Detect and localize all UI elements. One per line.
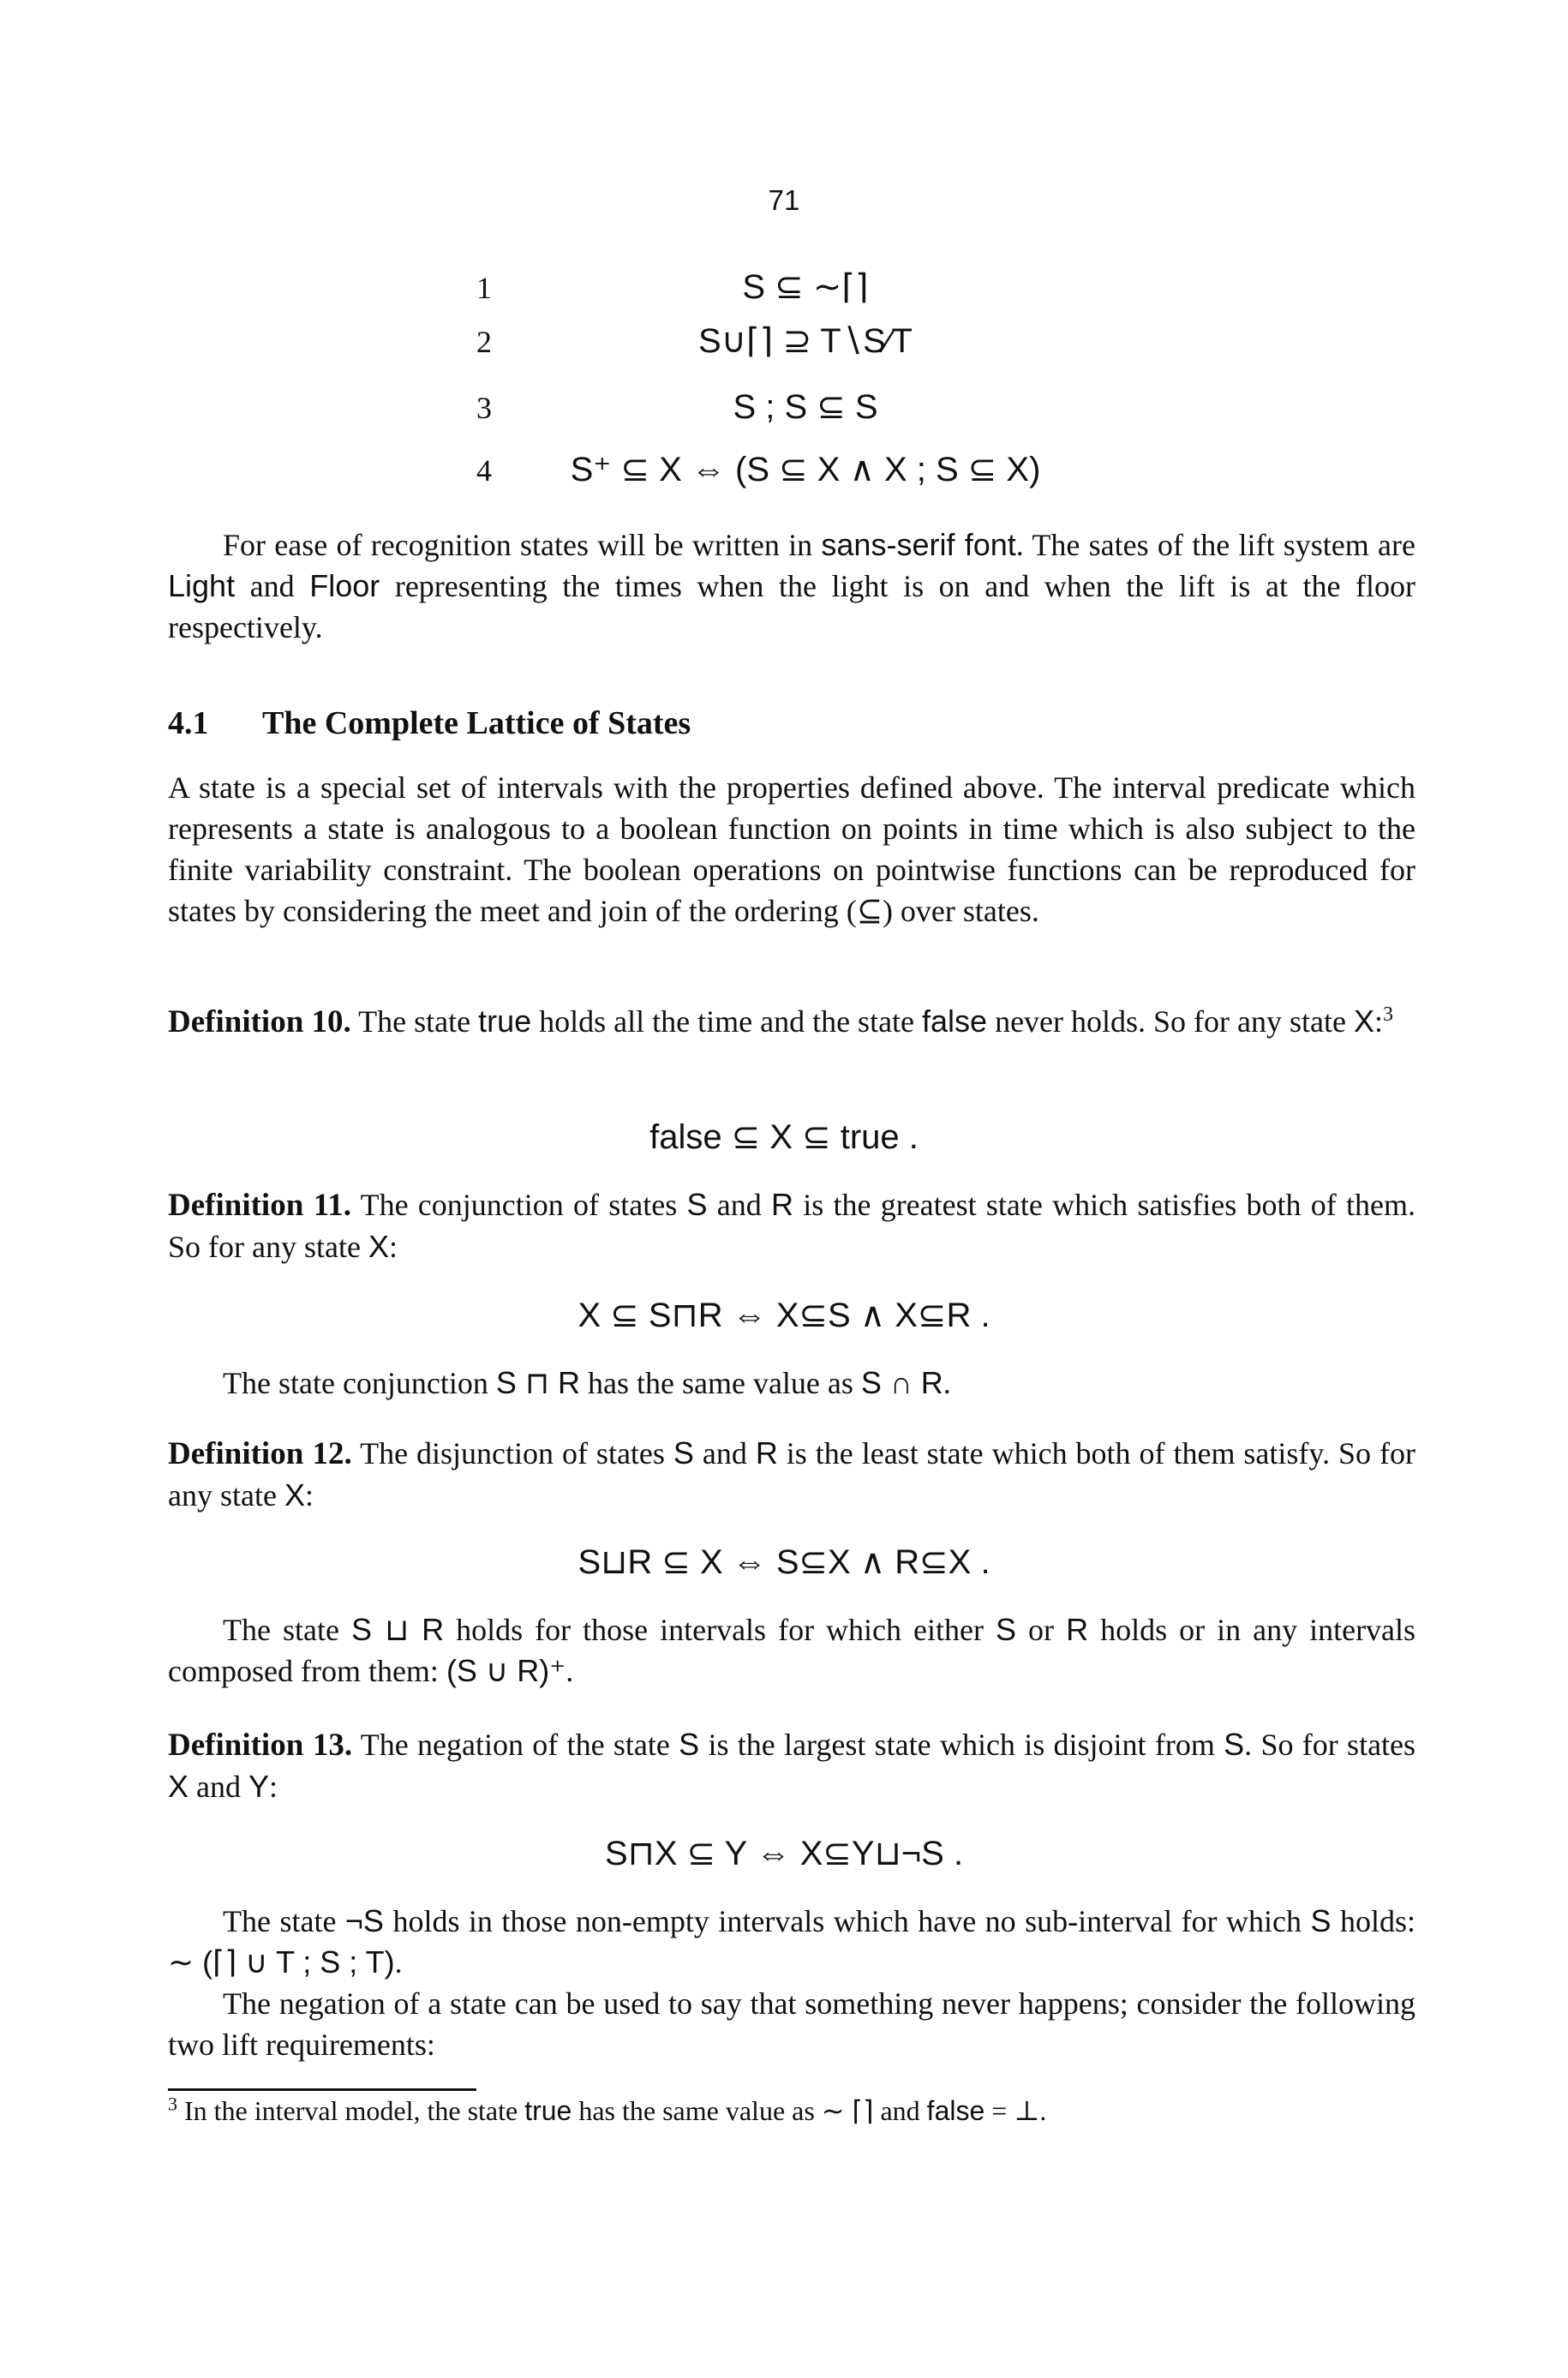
intro-text: For ease of recognition states will be written in <box>223 528 813 562</box>
state-s: S <box>686 1187 708 1222</box>
definition-label: Definition 11. <box>168 1188 351 1223</box>
intro-text: and <box>249 569 295 603</box>
definition-10 <box>168 1001 1415 1043</box>
note-expression: S ⊓ R <box>495 1365 581 1400</box>
definition-text: The state <box>358 1004 471 1039</box>
axiom-number: 1 <box>476 271 492 305</box>
state-s: S <box>673 1435 694 1471</box>
definition-text: is the least state which both of them satisfy. So for any state <box>168 1436 1416 1512</box>
definition-label: Definition 12. <box>168 1436 352 1471</box>
note-text: or <box>1028 1613 1055 1647</box>
intro-paragraph <box>168 524 1415 648</box>
definition-text: . So for states <box>1244 1728 1416 1762</box>
definition-text: is the greatest state which satisfies both of them. So for any state <box>168 1188 1415 1264</box>
state-r: R <box>755 1435 778 1471</box>
footnote-expression: ∼ ⌈⌉ <box>821 2095 874 2126</box>
axiom-expression: S⁺ ⊆ X ⇔ (S ⊆ X ∧ X ; S ⊆ X) <box>570 451 1041 488</box>
definition-text: : <box>1374 1004 1384 1039</box>
state-s: S <box>1310 1903 1332 1938</box>
definition-13-note <box>168 1901 1415 1983</box>
note-text: holds in those non-empty intervals which have no sub-interval for which <box>392 1904 1302 1938</box>
footnote-reference: 3 <box>1383 1003 1394 1026</box>
state-r: R <box>770 1187 793 1222</box>
page-number: 71 <box>768 184 800 216</box>
state-true: true <box>478 1003 532 1039</box>
axiom-expression: S ; S ⊆ S <box>733 388 878 426</box>
state-x: X <box>168 1769 189 1804</box>
state-s: S <box>1224 1727 1245 1762</box>
note-expression: ¬S <box>344 1903 384 1938</box>
definition-text: : <box>269 1770 278 1804</box>
state-s: S <box>996 1612 1017 1647</box>
definition-text: : <box>388 1230 398 1264</box>
section-title: The Complete Lattice of States <box>262 705 691 741</box>
note-text: The state <box>223 1613 339 1647</box>
footnote-text: and <box>880 2095 920 2126</box>
equation-def11: X ⊆ S⊓R ⇔ X⊆S ∧ X⊆R . <box>578 1297 990 1334</box>
footnote-divider <box>168 2088 476 2091</box>
definition-text: The conjunction of states <box>360 1188 678 1222</box>
footnote-mark: 3 <box>168 2093 177 2115</box>
definition-label: Definition 10. <box>168 1004 351 1039</box>
note-expression: ∼ (⌈⌉ ∪ T ; S ; T) <box>168 1944 395 1980</box>
state-false: false <box>926 2095 985 2126</box>
note-text: holds for those intervals for which either <box>456 1613 984 1647</box>
state-x: X <box>284 1477 305 1512</box>
definition-12-note <box>168 1609 1415 1692</box>
state-floor: Floor <box>309 568 380 603</box>
axiom-number: 3 <box>476 391 492 425</box>
state-true: true <box>524 2095 572 2126</box>
section-body: A state is a special set of intervals with the properties defined above. The interval predicate which represents a state is analogous to a boolean function on points in time which is also subject to the finite variability constraint. The boolean operations on pointwise functions can be reproduced for states by considering the meet and join of the ordering (⊆) over states. <box>168 770 1415 928</box>
equation-def12: S⊔R ⊆ X ⇔ S⊆X ∧ R⊆X . <box>578 1543 990 1581</box>
equation-def10: false ⊆ X ⊆ true . <box>649 1118 919 1156</box>
axiom-number: 4 <box>476 453 492 488</box>
section-number: 4.1 <box>168 705 209 741</box>
definition-text: : <box>304 1478 314 1512</box>
equation-def13: S⊓X ⊆ Y ⇔ X⊆Y⊔¬S . <box>604 1835 964 1872</box>
state-x: X <box>368 1229 389 1264</box>
state-s: S <box>679 1727 700 1762</box>
note-text: The state conjunction <box>223 1366 488 1400</box>
note-expression: S ⊔ R <box>350 1612 445 1647</box>
note-text: . <box>394 1945 403 1980</box>
definition-13 <box>168 1724 1415 1807</box>
definition-text: and <box>716 1188 762 1222</box>
font-emphasis: sans-serif font <box>821 527 1016 562</box>
axiom-expression: S ⊆ ∼⌈⌉ <box>742 268 869 306</box>
state-light: Light <box>168 568 236 603</box>
footnote <box>168 2093 1415 2129</box>
state-r: R <box>1066 1612 1089 1647</box>
definition-text: The disjunction of states <box>360 1436 665 1471</box>
note-text: . <box>943 1366 951 1400</box>
definition-text: is the largest state which is disjoint from <box>708 1728 1215 1762</box>
note-text: holds: <box>1340 1904 1416 1938</box>
note-text: holds or in any intervals composed from them: <box>168 1613 1416 1688</box>
definition-text: never holds. So for any state <box>995 1004 1346 1039</box>
state-y: Y <box>248 1769 270 1804</box>
definition-11 <box>168 1184 1415 1267</box>
axiom-expression: S∪⌈⌉ ⊇ T∖S∕T <box>698 322 913 360</box>
state-variable: X <box>1353 1003 1374 1039</box>
definition-11-note <box>168 1363 1415 1404</box>
note-text: The state <box>223 1904 337 1938</box>
footnote-text: = ⊥. <box>991 2095 1047 2126</box>
definition-text: and <box>196 1770 241 1804</box>
intro-text: representing the times when the light is on and when the lift is at the floor respectively. <box>168 569 1416 644</box>
definition-text: The negation of the state <box>360 1728 670 1762</box>
axiom-number: 2 <box>476 325 492 359</box>
definition-text: holds all the time and the state <box>539 1004 915 1039</box>
closing-paragraph: The negation of a state can be used to say that something never happens; consider the following two lift requirements: <box>168 1986 1415 2062</box>
note-expression: S ∩ R <box>860 1365 943 1400</box>
state-false: false <box>922 1003 988 1039</box>
definition-12 <box>168 1433 1415 1516</box>
note-text: . <box>566 1654 574 1688</box>
section-heading <box>168 704 691 742</box>
definition-text: and <box>702 1436 747 1471</box>
footnote-text: has the same value as <box>578 2095 815 2126</box>
intro-text: . The sates of the lift system are <box>1015 528 1415 562</box>
footnote-text: In the interval model, the state <box>184 2095 518 2126</box>
definition-label: Definition 13. <box>168 1728 353 1763</box>
note-text: has the same value as <box>588 1366 853 1400</box>
note-expression: (S ∪ R)⁺ <box>446 1653 566 1688</box>
